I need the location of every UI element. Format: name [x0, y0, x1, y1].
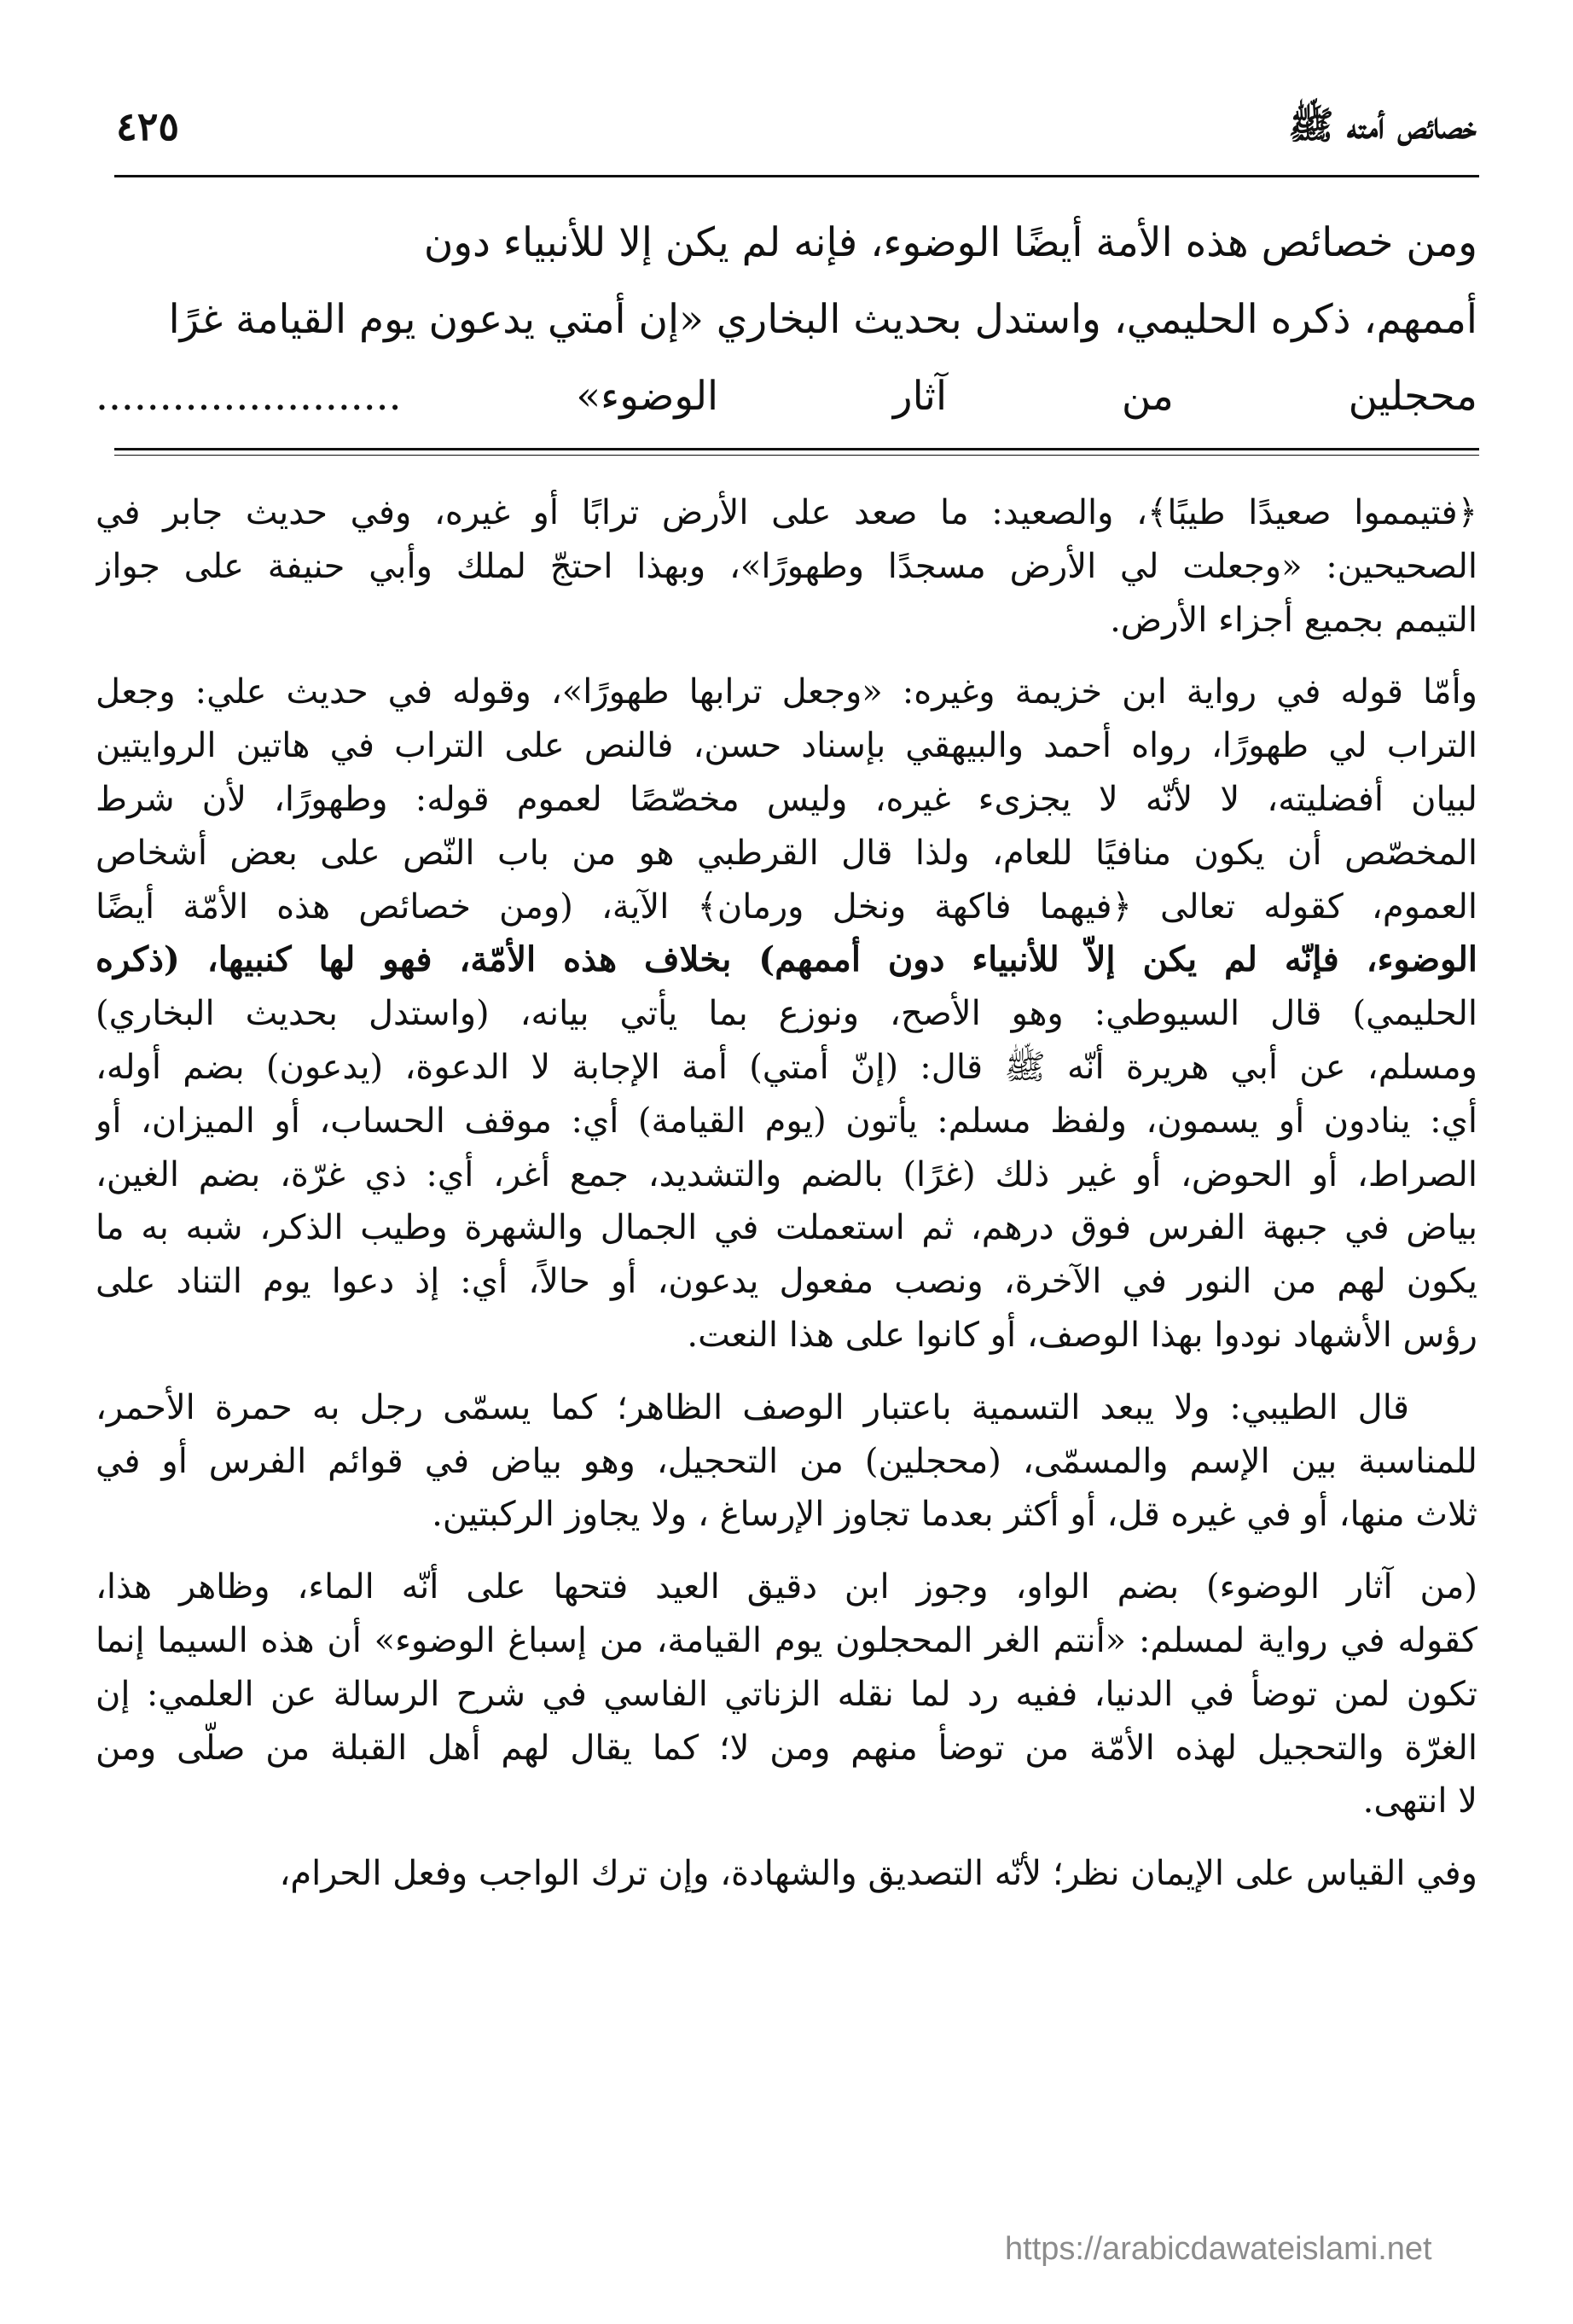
text-line: الصراط، أو الحوض، أو غير ذلك (غرًا) بالضم والتشديد، جمع أغر، أي: ذي غرّة، بضم الغين، — [96, 1154, 1477, 1194]
matn-line: أممهم، ذكره الحليمي، واستدل بحديث البخاري «إن أمتي يدعون يوم القيامة غرًا — [168, 296, 1477, 343]
text-line: لبيان أفضليته، لا لأنّه لا يجزىء غيره، وليس مخصّصًا لعموم قوله: وطهورًا، لأن شرط — [96, 779, 1477, 819]
header-rule — [114, 175, 1479, 177]
text-line: وأمّا قوله في رواية ابن خزيمة وغيره: «وجعل ترابها طهورًا»، وقوله في حديث علي: وجعل — [96, 672, 1477, 712]
text-line: الوضوء، فإنّه لم يكن إلاّ للأنبياء دون أممهم) بخلاف هذه الأمّة، فهو لها كنبيها، (ذكره — [96, 939, 1477, 980]
divider-rule — [114, 448, 1479, 450]
page-header — [116, 101, 1477, 160]
text-line: وفي القياس على الإيمان نظر؛ لأنّه التصديق والشهادة، وإن ترك الواجب وفعل الحرام، — [279, 1854, 1477, 1894]
paragraph — [96, 486, 1477, 647]
paragraph — [96, 1381, 1477, 1542]
dot-leader: ........................ — [96, 373, 402, 420]
matn-line: ومن خصائص هذه الأمة أيضًا الوضوء، فإنه لم يكن إلا للأنبياء دون — [423, 219, 1477, 266]
text-line: الصحيحين: «وجعلت لي الأرض مسجدًا وطهورًا»، وبهذا احتجّ لملك وأبي حنيفة على جواز — [96, 546, 1477, 586]
paragraph — [96, 1560, 1477, 1828]
text-line: بياض في جبهة الفرس فوق درهم، ثم استعملت في الجمال والشهرة وطيب الذكر، شبه به ما — [96, 1208, 1477, 1248]
main-text — [96, 205, 1477, 435]
running-title: خصائص أمته ﷺ — [1288, 104, 1477, 148]
matn-line — [96, 358, 1477, 435]
text-line: ﴿فتيمموا صعيدًا طيبًا﴾، والصعيد: ما صعد على الأرض ترابًا أو غيره، وفي حديث جابر في — [96, 493, 1477, 532]
page-number: ٤٢٥ — [116, 103, 180, 149]
text-line: التراب لي طهورًا، رواه أحمد والبيهقي بإسناد حسن، فالنص على التراب في هاتين الروايتين — [96, 726, 1477, 766]
text-line: (من آثار الوضوء) بضم الواو، وجوز ابن دقيق العيد فتحها على أنّه الماء، وظاهر هذا، — [96, 1567, 1477, 1607]
text-line: كقوله في رواية لمسلم: «أنتم الغر المحجلون يوم القيامة، من إسباغ الوضوء» أن هذه السيما إنما — [96, 1620, 1477, 1660]
text-line: الغرّة والتحجيل لهذه الأمّة من توضأ منهم ومن لا؛ كما يقال لهم أهل القبلة من صلّى ومن — [96, 1728, 1477, 1768]
text-line: ومسلم، عن أبي هريرة أنّه ﷺ قال: (إنّ أمتي) أمة الإجابة لا الدعوة، (يدعون) بضم أوله، — [96, 1047, 1477, 1087]
watermark-url: https://arabicdawateislami.net — [1005, 2231, 1432, 2267]
commentary-text — [96, 486, 1477, 1920]
paragraph — [96, 665, 1477, 1362]
text-line: لا انتهى. — [1362, 1781, 1477, 1821]
text-line: العموم، كقوله تعالى ﴿فيهما فاكهة ونخل ورمان﴾ الآية، (ومن خصائص هذه الأمّة أيضًا — [96, 886, 1477, 927]
text-line: التيمم بجميع أجزاء الأرض. — [1110, 600, 1477, 640]
text-line: الحليمي) قال السيوطي: وهو الأصح، ونوزع بما يأتي بيانه، (واستدل بحديث البخاري) — [96, 994, 1477, 1034]
text-line: تكون لمن توضأ في الدنيا، ففيه رد لما نقله الزناتي الفاسي في شرح الرسالة عن العلمي: إن — [96, 1674, 1477, 1714]
text-line: للمناسبة بين الإسم والمسمّى، (محجلين) من التحجيل، وهو بياض في قوائم الفرس أو في — [96, 1441, 1477, 1481]
matn-line-text: محجلين من آثار الوضوء» — [576, 373, 1477, 420]
text-line: ثلاث منها، أو في غيره قل، أو أكثر بعدما تجاوز الإرساغ ، ولا يجاوز الركبتين. — [432, 1495, 1477, 1535]
divider-rule-thin — [114, 455, 1479, 456]
text-line: أي: ينادون أو يسمون، ولفظ مسلم: يأتون (يوم القيامة) أي: موقف الحساب، أو الميزان، أو — [96, 1101, 1477, 1141]
paragraph — [96, 1847, 1477, 1901]
text-line: رؤس الأشهاد نودوا بهذا الوصف، أو كانوا على هذا النعت. — [687, 1315, 1477, 1355]
text-line: يكون لهم من النور في الآخرة، ونصب مفعول يدعون، أو حالاً، أي: إذ دعوا يوم التناد على — [96, 1262, 1477, 1302]
text-line: المخصّص أن يكون منافيًا للعام، ولذا قال القرطبي هو من باب النّص على بعض أشخاص — [96, 833, 1477, 873]
text-line: قال الطيبي: ولا يبعد التسمية باعتبار الوصف الظاهر؛ كما يسمّى رجل به حمرة الأحمر، — [96, 1387, 1409, 1427]
